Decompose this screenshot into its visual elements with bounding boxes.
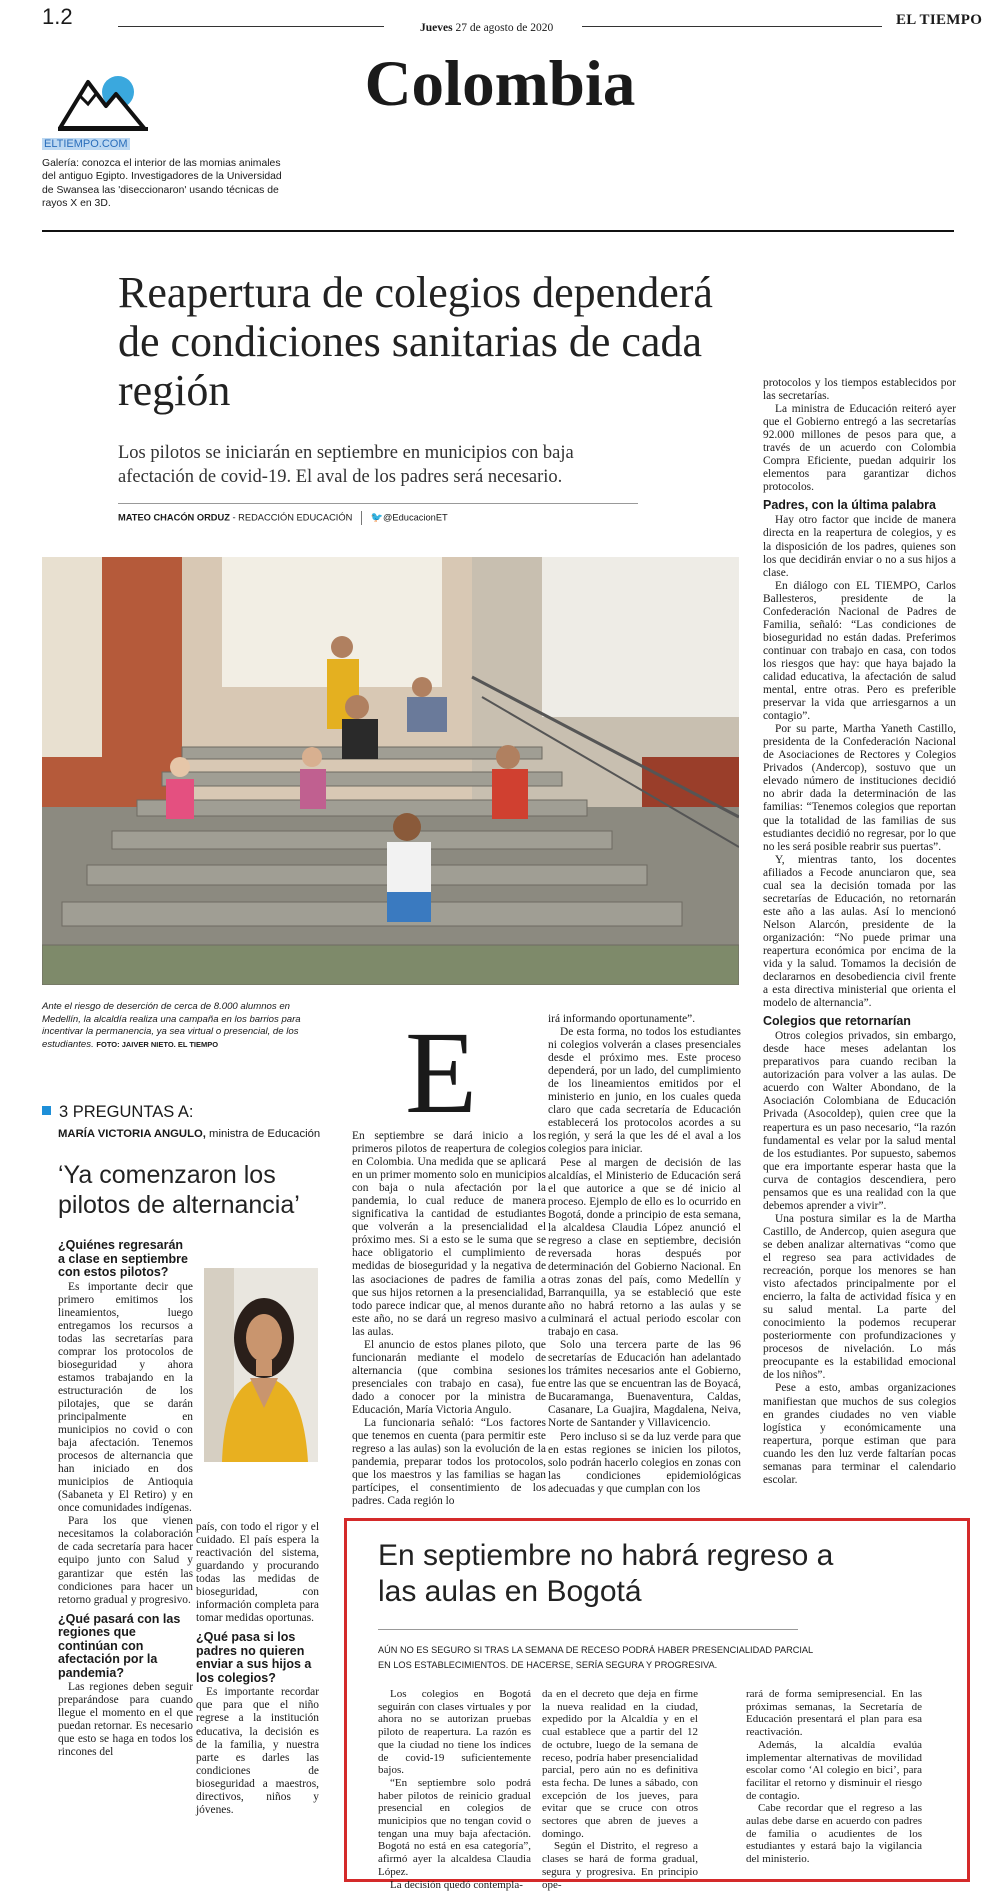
- promo-link[interactable]: ELTIEMPO.COM: [44, 138, 128, 150]
- answer-3: Es importante recordar que para que el niño regrese a la institución educativa, la decisión es de la familia, y nuestra parte es darles las condiciones de bioseguridad a maestros, directivos, niños y jóvenes.: [196, 1686, 319, 1816]
- sidebar-column-2: [196, 1521, 319, 1817]
- twitter-icon: 🐦: [370, 512, 383, 524]
- masthead: EL TIEMPO: [896, 12, 983, 28]
- box-subhead: AÚN NO ES SEGURO SI TRAS LA SEMANA DE RECESO PODRÁ HABER PRESENCIALIDAD PARCIAL EN LOS ESTABLECIMIENTOS. DE HACERSE, SERÍA SEGURA Y PROGRESIVA.: [378, 1645, 813, 1670]
- right-paragraph-4: Por su parte, Martha Yaneth Castillo, presidenta de la Confederación Nacional de Asociaciones de Rectores y Colegios Privados (Andercop), sostuvo que un elevado número de instituciones decidió no abrir dada la determinación de las familias: “Tenemos colegios que reportan que la totalidad de las familias de sus estudiantes decidió no regresar, por lo que no les será posible reabrir sus puertas”.: [763, 723, 956, 853]
- center-column-b: [548, 1013, 741, 1496]
- box-col1-paragraph-1: Los colegios en Bogotá seguirán con clases virtuales y por ahora no se autorizan pruebas piloto de reapertura. La razón es que la ciudad no tiene los índices de covid-19 suficientemente bajos.: [378, 1688, 531, 1777]
- kicker-text: 3 PREGUNTAS A:: [59, 1103, 194, 1121]
- main-photo: [42, 557, 739, 985]
- sidebar-quote: ‘Ya comenzaron los pilotos de alternancia’: [58, 1161, 300, 1219]
- header-rule-right: [582, 26, 882, 27]
- twitter-handle[interactable]: @EducacionET: [382, 512, 448, 523]
- center-b-paragraph-1: irá informando oportunamente”.: [548, 1013, 696, 1025]
- right-paragraph-8: Pese a esto, ambas organizaciones manifiestan que muchos de sus colegios en grandes ciudades no ven viable logística y económicamente una reapertura, porque estiman que para cuando les den luz verde faltarían pocas semanas para terminar el calendario escolar.: [763, 1382, 956, 1486]
- box-col3-paragraph-2: Además, la alcaldía evalúa implementar alternativas de movilidad escolar como ‘Al colegio en bici’, para facilitar el retorno y disminuir el riesgo de contagio.: [746, 1738, 922, 1802]
- box-col3-paragraph-3: Cabe recordar que el regreso a las aulas debe darse en acuerdo con padres de familia o acudientes de los estudiantes y estará bajo la vigilancia del ministerio.: [746, 1802, 922, 1866]
- top-divider: [42, 230, 954, 232]
- interviewee-role: ministra de Educación: [205, 1128, 321, 1140]
- center-a-paragraph-2: El anuncio de estos planes piloto, que funcionarán mediante el modelo de alternancia (que combina sesiones presenciales con trabajo en casa), fue dado a conocer por la ministra de Educación, María Victoria Angulo.: [352, 1338, 546, 1416]
- headline: Reapertura de colegios dependerá de condiciones sanitarias de cada región: [118, 268, 713, 415]
- answer-2a: Las regiones deben seguir preparándose para cuando llegue el momento en el que puedan retornar. Es necesario que esto se haga en todos los rincones del: [58, 1681, 193, 1759]
- box-col1-paragraph-3: La decisión quedó contempla-: [390, 1878, 523, 1891]
- center-a-paragraph-3: La funcionaria señaló: “Los factores que tenemos en cuenta (para permitir este regreso a las aulas) son la evolución de la pandemia, preparar todos los protocolos, que los maestros y las familias se hagan partícipes, el consentimiento de los padres. Cada región lo: [352, 1417, 546, 1508]
- date-rest: 27 de agosto de 2020: [455, 22, 554, 34]
- interviewee-name: MARÍA VICTORIA ANGULO,: [58, 1128, 206, 1140]
- answer-1a: Es importante decir que primero emitimos los lineamientos, luego entregamos los recursos a todas las secretarías para comprar los protocolos de bioseguridad y ahora estamos trabajando en la estructuración de los pilotajes, que se darán principalmente en municipios no covid o con baja afectación. Tenemos procesos de alternancia que han iniciado en dos municipios de Antioquia (Sabaneta y El Retiro) y en once comunidades indígenas.: [58, 1280, 193, 1515]
- center-a-paragraph-1: En septiembre se dará inicio a los primeros pilotos de reapertura de colegios en Colombia. Una medida que se aplicará en un primer momento solo en municipios con baja o nula afectación por la pandemia, lo cual reduce de manera significativa la cantidad de estudiantes que volverán a la presencialidad el próximo mes. Si a esto se le suma que se hace obligatorio el cumplimiento de medidas de bioseguridad y la negativa de las asociaciones de padres de familia a que sus hijos retornen a la presencialidad, todo parece indicar que, al menos durante este año, no se dará un regreso masivo a las aulas.: [352, 1130, 546, 1338]
- byline-separator: [361, 511, 362, 525]
- interviewee-photo: [204, 1268, 318, 1462]
- sidebar-interviewee: [58, 1128, 320, 1140]
- kicker-square-icon: [42, 1106, 51, 1115]
- answer-1b: Para los que vienen necesitamos la colaboración de cada secretaría para hacer equipo junto con Salud y garantizar que estén las condiciones para hacer un retorno gradual y progresivo.: [58, 1515, 193, 1606]
- right-paragraph-0: protocolos y los tiempos establecidos por las secretarías.: [763, 377, 956, 403]
- right-subheading-padres: Padres, con la última palabra: [763, 498, 936, 513]
- sidebar-kicker: [42, 1103, 193, 1122]
- header-rule-left: [118, 26, 384, 27]
- right-paragraph-2: Hay otro factor que incide de manera directa en la reapertura de colegios, y es la disposición de los padres, quienes son los que decidirán enviar o no a sus hijos a clase.: [763, 514, 956, 579]
- sidebar-column-1: [58, 1239, 193, 1759]
- box-headline: En septiembre no habrá regreso a las aulas en Bogotá: [378, 1539, 834, 1608]
- right-column: [763, 377, 956, 1487]
- box-column-2: [542, 1688, 698, 1891]
- question-1: ¿Quiénes regresarán a clase en septiembre con estos pilotos?: [58, 1238, 188, 1279]
- box-col2-paragraph-1: da en el decreto que deja en firme la nueva realidad en la ciudad, expedido por la Alcaldía y en el cual establece que a partir del 12 de octubre, luego de la semana de receso, podría haber presencialidad parcial, pero aún no es definitiva esta fecha. De lunes a sábado, con excepción de los jueves, para evitar que se cruce con otros sectores que abren de jueves a domingo.: [542, 1688, 698, 1840]
- date-line: [420, 22, 553, 34]
- right-paragraph-1: La ministra de Educación reiteró ayer que el Gobierno entregó a las secretarías 92.000 millones de pesos para que, a través de un acuerdo con Colombia Compra Eficiente, puedan adquirir los elementos para garantizar dichos protocolos.: [763, 403, 956, 494]
- center-b-paragraph-4: Solo una tercera parte de las 96 secretarías de Educación han adelantado los trámites necesarios ante el Gobierno, entre las que se encuentran las de Boyacá, Bucaramanga, Buenaventura, Caldas, Casanare, La Guajira, Magdalena, Neiva, Norte de Santander y Villavicencio.: [548, 1339, 741, 1430]
- drop-cap: E: [405, 1007, 478, 1138]
- subhead: Los pilotos se iniciarán en septiembre en municipios con baja afectación de covid-19. El aval de los padres será necesario.: [118, 443, 574, 487]
- byline-desk: - REDACCIÓN EDUCACIÓN: [229, 512, 353, 523]
- promo-logo-icon: [58, 74, 148, 137]
- box-col2-paragraph-2: Según el Distrito, el regreso a clases se hará de forma gradual, segura y progresiva. En principio ope-: [542, 1840, 698, 1891]
- box-column-1: [378, 1688, 531, 1891]
- photo-caption-text: Ante el riesgo de deserción de cerca de 8.000 alumnos en Medellín, la alcaldía realiza una campaña en los barrios para incentivar la permanencia, ya sea virtual o presencial, de los estudiantes.: [42, 1001, 301, 1050]
- right-subheading-colegios: Colegios que retornarían: [763, 1014, 911, 1029]
- center-b-paragraph-3: Pese al margen de decisión de las alcaldías, el Ministerio de Educación será el que autorice a que se dé inicio al proceso. Ejemplo de ello es lo ocurrido en Bogotá, donde a principio de esta semana, la alcaldesa Claudia López anunció el regreso a clase en septiembre, decisión reversada horas después por determinación del Gobierno Nacional. En otras zonas del país, como Medellín y Barranquilla, ya se estableció que este año no habrá retorno a las aulas y se culminará el actual periodo escolar con trabajo en casa.: [548, 1156, 741, 1339]
- box-column-3: [746, 1688, 922, 1866]
- center-column-a: [352, 1130, 546, 1508]
- right-paragraph-7: Una postura similar es la de Martha Castillo, de Andercop, quien asegura que se deben analizar alternativas “como que el regreso sea para actividades de recreación, porque los menores se han visto afectados principalmente por el encierro, la falta de actividad física y en su salud mental. La parte del conocimiento la podemos recuperar posteriormente con profundizaciones y procesos de nivelación. Lo más preocupante es la estabilidad emocional de los niños”.: [763, 1212, 956, 1382]
- page-number: 1.2: [42, 4, 73, 29]
- center-b-paragraph-2: De esta forma, no todos los estudiantes ni colegios volverán a clases presenciales desde el próximo mes. Este proceso dependerá, por un lado, del cumplimiento de los lineamientos emitidos por el ministerio en junio, en los cuales queda claro que cada secretaría de Educación establecerá los protocolos acordes a su región, y será la que les dé el aval a los colegios para iniciar.: [548, 1026, 741, 1156]
- byline-author: MATEO CHACÓN ORDUZ: [118, 512, 230, 523]
- center-b-paragraph-5: Pero incluso si se da luz verde para que en estas regiones se inicien los pilotos, solo podrán hacerlo colegios en zonas con las condiciones epidemiológicas adecuadas y que cumplan con los: [548, 1430, 741, 1495]
- question-2: ¿Qué pasará con las regiones que continúan con afectación por la pandemia?: [58, 1611, 181, 1680]
- date-day: Jueves: [420, 22, 453, 34]
- promo-text: Galería: conozca el interior de las momias animales del antiguo Egipto. Investigadores de la Universidad de Swansea las 'diseccionaron' usando técnicas de rayos X en 3D.: [42, 158, 282, 210]
- question-3: ¿Qué pasa si los padres no quieren enviar a sus hijos a los colegios?: [196, 1630, 312, 1685]
- box-rule: [378, 1629, 798, 1630]
- box-col1-paragraph-2: “En septiembre solo podrá haber pilotos de reinicio gradual presencial en colegios de municipios que no tengan covid o tengan una muy baja afectación. Bogotá no está en esa categoría”, afirmó ayer la alcaldesa Claudia López.: [378, 1776, 531, 1878]
- right-paragraph-5: Y, mientras tanto, los docentes afiliados a Fecode anunciaron que, sea cual sea la decisión tomada por las secretarías de Educación, no retornarán este año a las aulas. Así lo mencionó Nelson Alarcón, presidente de la organización: “No puede primar una reapertura económica por encima de la vida y la salud. Tomamos la decisión de declararnos en desobediencia civil frente a esta directiva ministerial que orienta el modelo de alternancia”.: [763, 853, 956, 1010]
- box-col3-paragraph-1: rará de forma semipresencial. En las próximas semanas, la Secretaría de Educación presentará el plan para esa reactivación.: [746, 1688, 922, 1739]
- section-title: Colombia: [364, 48, 636, 120]
- right-paragraph-6: Otros colegios privados, sin embargo, desde hace meses adelantan los preparativos para cuando reciban la autorización para volver a las aulas. De acuerdo con Walter Abondano, de la Asociación Colombiana de Educación Privada (Asocoldep), quien cree que la reapertura es un paso necesario, “la razón fundamental es velar por la salud mental de los estudiantes. Por supuesto, sabemos que era importante esperar hasta que la curva de contagios descendiera, pero pensamos que es una realidad con la que debemos aprender a vivir”.: [763, 1030, 956, 1212]
- right-paragraph-3: En diálogo con EL TIEMPO, Carlos Ballesteros, presidente de la Confederación Nacional de Padres de Familia, señaló: “Las condiciones de bioseguridad no están dadas. Preferimos continuar con trabajo en casa, con todos los riesgos que hay: que haya bajado la calidad educativa, la afectación de salud mental, entre otras. Pero es preferible preservar la vida que arriesgarnos a un contagio”.: [763, 579, 956, 723]
- byline: [118, 511, 448, 525]
- byline-rule: [118, 503, 638, 504]
- photo-credit: FOTO: JAIVER NIETO. EL TIEMPO: [96, 1039, 219, 1049]
- photo-caption: [42, 1001, 318, 1051]
- answer-2b: país, con todo el rigor y el cuidado. El país espera la reactivación del sistema, guardando y procurando todas las medidas de bioseguridad, con información completa para tomar medidas oportunas.: [196, 1521, 319, 1625]
